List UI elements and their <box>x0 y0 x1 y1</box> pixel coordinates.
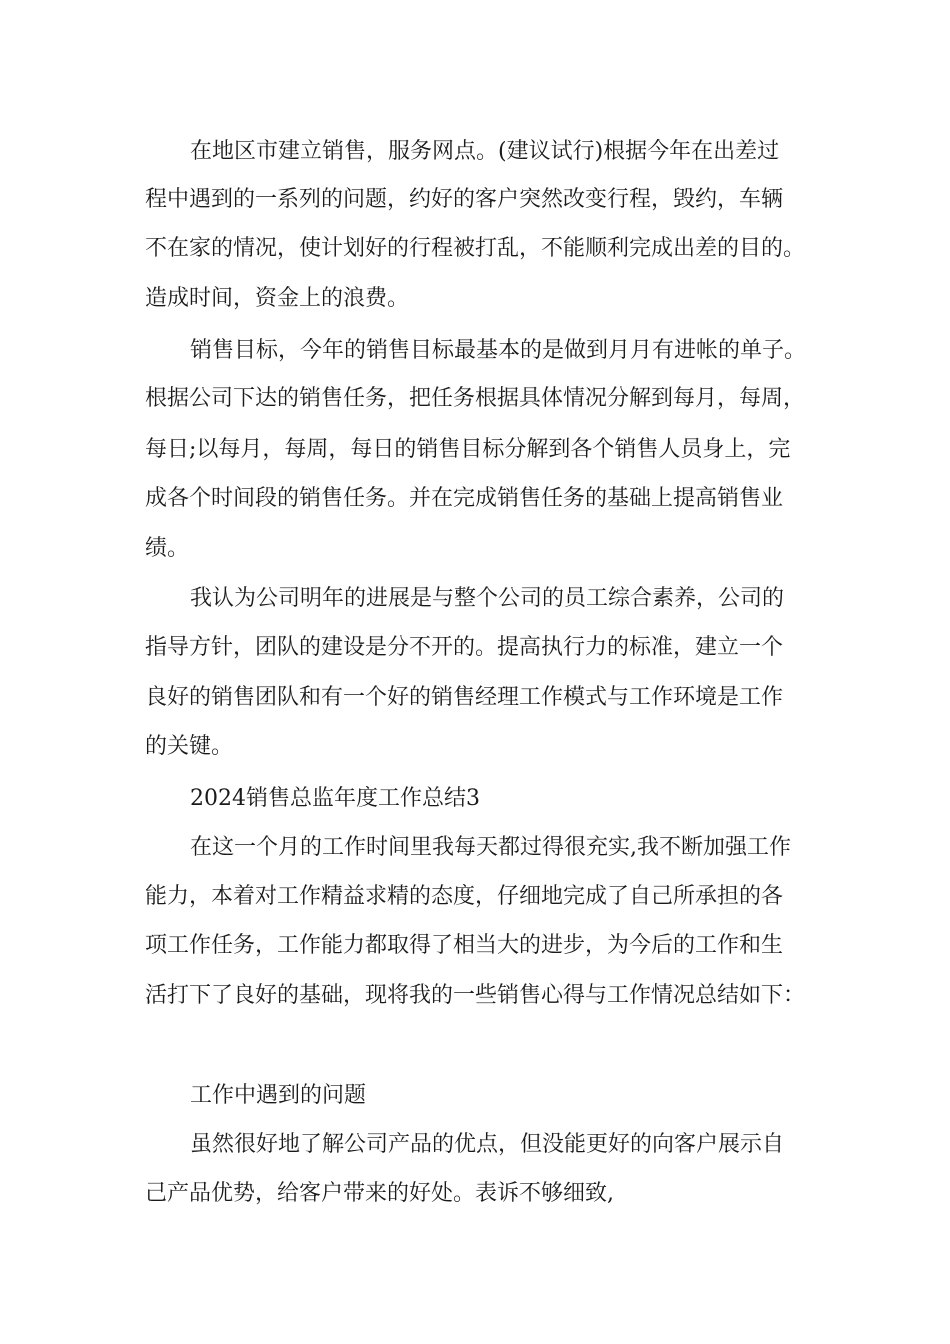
paragraph-2-line-5: 绩。 <box>145 536 190 561</box>
section-heading-annual-summary: 2024销售总监年度工作总结3 <box>190 786 480 811</box>
paragraph-1-line-1: 在地区市建立销售，服务网点。(建议试行)根据今年在出差过 <box>190 139 780 164</box>
paragraph-4-line-4: 活打下了良好的基础，现将我的一些销售心得与工作情况总结如下： <box>145 983 806 1008</box>
paragraph-3-line-1: 我认为公司明年的进展是与整个公司的员工综合素养，公司的 <box>190 586 785 611</box>
paragraph-5-line-2: 己产品优势，给客户带来的好处。表诉不够细致, <box>145 1181 614 1206</box>
paragraph-2-line-1: 销售目标，今年的销售目标最基本的是做到月月有进帐的单子。 <box>190 338 807 363</box>
paragraph-4-line-2: 能力，本着对工作精益求精的态度，仔细地完成了自己所承担的各 <box>145 884 784 909</box>
paragraph-1-line-2: 程中遇到的一系列的问题，约好的客户突然改变行程，毁约，车辆 <box>145 187 784 212</box>
section-heading-problems: 工作中遇到的问题 <box>190 1083 367 1108</box>
paragraph-2-line-3: 每日;以每月，每周，每日的销售目标分解到各个销售人员身上，完 <box>145 437 791 462</box>
paragraph-2-line-2: 根据公司下达的销售任务，把任务根据具体情况分解到每月，每周， <box>145 386 806 411</box>
paragraph-1-line-4: 造成时间，资金上的浪费。 <box>145 286 410 311</box>
paragraph-4-line-1: 在这一个月的工作时间里我每天都过得很充实,我不断加强工作 <box>190 835 791 860</box>
paragraph-3-line-2: 指导方针，团队的建设是分不开的。提高执行力的标准，建立一个 <box>145 635 784 660</box>
paragraph-3-line-4: 的关键。 <box>145 734 234 759</box>
paragraph-5-line-1: 虽然很好地了解公司产品的优点，但没能更好的向客户展示自 <box>190 1132 785 1157</box>
paragraph-2-line-4: 成各个时间段的销售任务。并在完成销售任务的基础上提高销售业 <box>145 486 784 511</box>
paragraph-3-line-3: 良好的销售团队和有一个好的销售经理工作模式与工作环境是工作 <box>145 685 784 710</box>
paragraph-1-line-3: 不在家的情况，使计划好的行程被打乱，不能顺利完成出差的目的。 <box>145 236 806 261</box>
paragraph-4-line-3: 项工作任务，工作能力都取得了相当大的进步，为今后的工作和生 <box>145 933 784 958</box>
